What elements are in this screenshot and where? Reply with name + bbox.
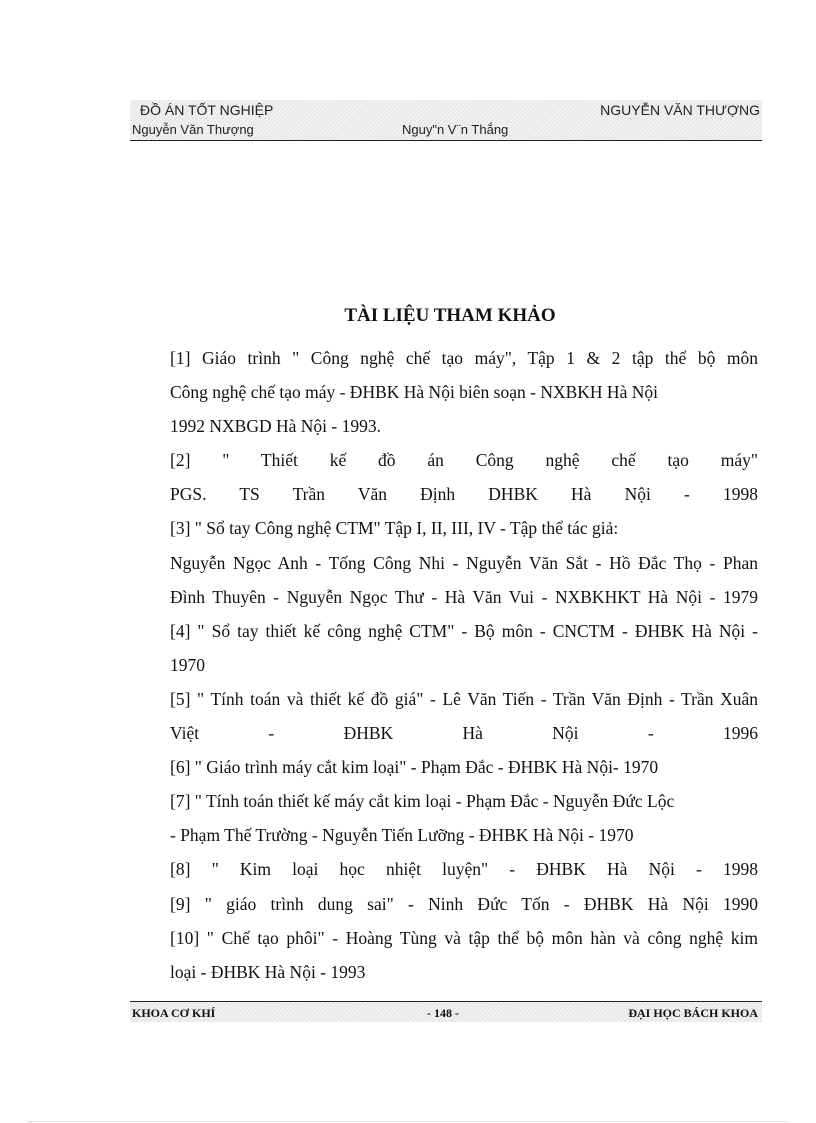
reference-8-line-1: [8] " Kim loại học nhiệt luyện" - ĐHBK Hà Nội - 1998 [170, 859, 758, 880]
footer-page-number: - 148 - [427, 1006, 459, 1020]
reference-1-line-3: 1992 NXBGD Hà Nội - 1993. [170, 416, 381, 437]
reference-3-line-3: Đình Thuyên - Nguyễn Ngọc Thư - Hà Văn Vui - NXBKHKT Hà Nội - 1979 [170, 586, 758, 607]
page-title: TÀI LIỆU THAM KHẢO [344, 305, 556, 326]
footer-university: ĐẠI HỌC BÁCH KHOA [628, 1006, 758, 1020]
reference-7-line-2: - Phạm Thế Trường - Nguyễn Tiến Lưỡng - ĐHBK Hà Nội - 1970 [170, 825, 634, 846]
reference-5-line-2: Việt - ĐHBK Hà Nội - 1996 [170, 723, 758, 744]
page-header [130, 100, 762, 141]
header-author-caps: NGUYỄN VĂN THƯỢNG [600, 102, 760, 118]
reference-9-line-1: [9] " giáo trình dung sai" - Ninh Đức Tốn - ĐHBK Hà Nội 1990 [170, 893, 758, 914]
reference-10-line-1: [10] " Chế tạo phôi" - Hoàng Tùng và tập thể bộ môn hàn và công nghệ kim [170, 927, 758, 948]
reference-6-line-1: [6] " Giáo trình máy cắt kim loại" - Phạm Đắc - ĐHBK Hà Nội- 1970 [170, 757, 659, 778]
page-bottom-divider [28, 1121, 788, 1122]
header-row-top [130, 100, 762, 120]
reference-7-line-1: [7] " Tính toán thiết kế máy cắt kim loại - Phạm Đắc - Nguyễn Đức Lộc [170, 791, 675, 812]
reference-3-line-1: [3] " Sổ tay Công nghệ CTM" Tập I, II, III, IV - Tập thể tác giả: [170, 518, 619, 539]
reference-10-line-2: loại - ĐHBK Hà Nội - 1993 [170, 961, 366, 982]
header-thesis-label: ĐỒ ÁN TỐT NGHIỆP [140, 102, 274, 118]
header-student-name: Nguyễn Văn Thượng [132, 122, 254, 137]
header-supervisor-name: Nguy"n V¨n Thắng [402, 122, 509, 137]
reference-2-line-2: PGS. TS Trần Văn Định DHBK Hà Nội - 1998 [170, 484, 758, 505]
reference-4-line-2: 1970 [170, 654, 205, 675]
footer-faculty: KHOA CƠ KHÍ [132, 1006, 216, 1020]
header-row-bottom [130, 120, 762, 140]
reference-list [170, 341, 758, 989]
reference-1-line-1: [1] Giáo trình " Công nghệ chế tạo máy", Tập 1 & 2 tập thể bộ môn [170, 348, 758, 368]
reference-4-line-1: [4] " Sổ tay thiết kế công nghệ CTM" - Bộ môn - CNCTM - ĐHBK Hà Nội - [170, 620, 758, 641]
reference-3-line-2: Nguyễn Ngọc Anh - Tống Công Nhi - Nguyễn Văn Sắt - Hồ Đắc Thọ - Phan [170, 552, 758, 573]
reference-5-line-1: [5] " Tính toán và thiết kế đồ giá" - Lê Văn Tiến - Trần Văn Định - Trần Xuân [170, 688, 758, 709]
reference-2-line-1: [2] " Thiết kế đồ án Công nghệ chế tạo máy" [170, 450, 758, 471]
reference-1-line-2: Công nghệ chế tạo máy - ĐHBK Hà Nội biên soạn - NXBKH Hà Nội [170, 382, 658, 403]
page-footer [130, 1001, 762, 1022]
